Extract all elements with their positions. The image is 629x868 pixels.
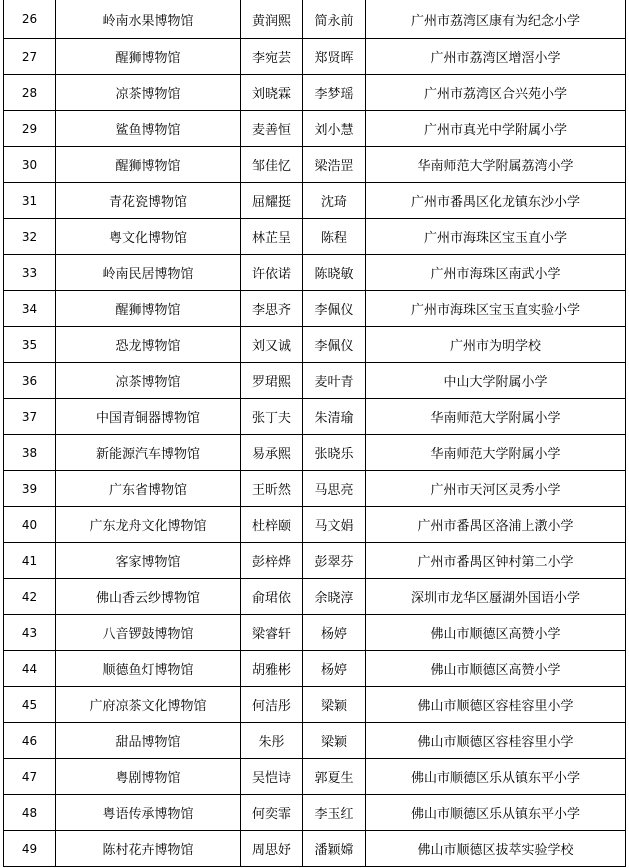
teacher-name: 杨婷 [303, 615, 366, 651]
museum-name: 甜品博物馆 [56, 723, 241, 759]
row-number: 33 [4, 255, 56, 291]
row-number: 28 [4, 75, 56, 111]
student-name: 麦善恒 [241, 111, 303, 147]
school-name: 广州市为明学校 [366, 327, 626, 363]
teacher-name: 杨婷 [303, 651, 366, 687]
row-number: 34 [4, 291, 56, 327]
row-number: 44 [4, 651, 56, 687]
school-name: 华南师范大学附属荔湾小学 [366, 147, 626, 183]
museum-name: 鲨鱼博物馆 [56, 111, 241, 147]
school-name: 华南师范大学附属小学 [366, 399, 626, 435]
award-table [3, 0, 626, 867]
school-name: 深圳市龙华区蜃湖外国语小学 [366, 579, 626, 615]
teacher-name: 郭夏生 [303, 759, 366, 795]
museum-name: 客家博物馆 [56, 543, 241, 579]
teacher-name: 陈程 [303, 219, 366, 255]
student-name: 李宛芸 [241, 39, 303, 75]
museum-name: 新能源汽车博物馆 [56, 435, 241, 471]
teacher-name: 陈晓敏 [303, 255, 366, 291]
row-number: 31 [4, 183, 56, 219]
museum-name: 中国青铜器博物馆 [56, 399, 241, 435]
teacher-name: 麦叶青 [303, 363, 366, 399]
teacher-name: 沈琦 [303, 183, 366, 219]
school-name: 佛山市顺德区拔萃实验学校 [366, 831, 626, 867]
student-name: 周思妤 [241, 831, 303, 867]
school-name: 广州市海珠区宝玉直实验小学 [366, 291, 626, 327]
museum-name: 广府凉茶文化博物馆 [56, 687, 241, 723]
row-number: 49 [4, 831, 56, 867]
teacher-name: 潘颖嫦 [303, 831, 366, 867]
row-number: 38 [4, 435, 56, 471]
school-name: 广州市荔湾区增滘小学 [366, 39, 626, 75]
teacher-name: 李梦瑶 [303, 75, 366, 111]
table-row [4, 615, 626, 651]
school-name: 华南师范大学附属小学 [366, 435, 626, 471]
teacher-name: 张晓乐 [303, 435, 366, 471]
teacher-name: 梁颖 [303, 687, 366, 723]
table-row [4, 543, 626, 579]
row-number: 37 [4, 399, 56, 435]
table-row [4, 507, 626, 543]
museum-name: 顺德鱼灯博物馆 [56, 651, 241, 687]
table-row [4, 183, 626, 219]
student-name: 李思齐 [241, 291, 303, 327]
row-number: 40 [4, 507, 56, 543]
table-row [4, 471, 626, 507]
teacher-name: 简永前 [303, 0, 366, 39]
student-name: 刘晓霖 [241, 75, 303, 111]
row-number: 30 [4, 147, 56, 183]
table-row [4, 39, 626, 75]
teacher-name: 刘小慧 [303, 111, 366, 147]
row-number: 46 [4, 723, 56, 759]
teacher-name: 李玉红 [303, 795, 366, 831]
table-row [4, 687, 626, 723]
school-name: 广州市番禺区化龙镇东沙小学 [366, 183, 626, 219]
museum-name: 粤语传承博物馆 [56, 795, 241, 831]
table-row [4, 75, 626, 111]
museum-name: 陈村花卉博物馆 [56, 831, 241, 867]
student-name: 朱彤 [241, 723, 303, 759]
museum-name: 凉茶博物馆 [56, 75, 241, 111]
museum-name: 粤剧博物馆 [56, 759, 241, 795]
museum-name: 醒狮博物馆 [56, 147, 241, 183]
student-name: 彭梓烨 [241, 543, 303, 579]
student-name: 邹佳忆 [241, 147, 303, 183]
teacher-name: 马文娟 [303, 507, 366, 543]
student-name: 胡雅彬 [241, 651, 303, 687]
student-name: 罗珺熙 [241, 363, 303, 399]
table-body [4, 0, 626, 867]
museum-name: 岭南水果博物馆 [56, 0, 241, 39]
teacher-name: 朱清瑜 [303, 399, 366, 435]
table-row [4, 0, 626, 39]
table-row [4, 759, 626, 795]
museum-name: 醒狮博物馆 [56, 39, 241, 75]
school-name: 佛山市顺德区容桂容里小学 [366, 723, 626, 759]
museum-name: 佛山香云纱博物馆 [56, 579, 241, 615]
student-name: 杜梓颐 [241, 507, 303, 543]
table-row [4, 327, 626, 363]
row-number: 29 [4, 111, 56, 147]
student-name: 梁睿轩 [241, 615, 303, 651]
student-name: 王昕然 [241, 471, 303, 507]
student-name: 何洁彤 [241, 687, 303, 723]
row-number: 39 [4, 471, 56, 507]
school-name: 广州市番禺区洛浦上漖小学 [366, 507, 626, 543]
student-name: 屈耀挺 [241, 183, 303, 219]
teacher-name: 梁浩罡 [303, 147, 366, 183]
table-row [4, 579, 626, 615]
school-name: 广州市天河区灵秀小学 [366, 471, 626, 507]
school-name: 广州市番禺区钟村第二小学 [366, 543, 626, 579]
row-number: 32 [4, 219, 56, 255]
row-number: 36 [4, 363, 56, 399]
school-name: 广州市荔湾区康有为纪念小学 [366, 0, 626, 39]
table-row [4, 291, 626, 327]
museum-name: 广东龙舟文化博物馆 [56, 507, 241, 543]
student-name: 许依诺 [241, 255, 303, 291]
school-name: 广州市海珠区南武小学 [366, 255, 626, 291]
school-name: 佛山市顺德区乐从镇东平小学 [366, 795, 626, 831]
student-name: 易承熙 [241, 435, 303, 471]
table-row [4, 111, 626, 147]
table-row [4, 363, 626, 399]
teacher-name: 郑贤晖 [303, 39, 366, 75]
student-name: 吴恺诗 [241, 759, 303, 795]
row-number: 48 [4, 795, 56, 831]
school-name: 佛山市顺德区容桂容里小学 [366, 687, 626, 723]
student-name: 张丁夫 [241, 399, 303, 435]
museum-name: 醒狮博物馆 [56, 291, 241, 327]
school-name: 佛山市顺德区乐从镇东平小学 [366, 759, 626, 795]
table-row [4, 147, 626, 183]
school-name: 广州市海珠区宝玉直小学 [366, 219, 626, 255]
table-row [4, 435, 626, 471]
table-row [4, 399, 626, 435]
teacher-name: 李佩仪 [303, 291, 366, 327]
student-name: 刘又诚 [241, 327, 303, 363]
table-row [4, 723, 626, 759]
table-row [4, 219, 626, 255]
table-row [4, 831, 626, 867]
museum-name: 八音锣鼓博物馆 [56, 615, 241, 651]
row-number: 45 [4, 687, 56, 723]
table-row [4, 255, 626, 291]
teacher-name: 彭翠芬 [303, 543, 366, 579]
teacher-name: 李佩仪 [303, 327, 366, 363]
museum-name: 青花瓷博物馆 [56, 183, 241, 219]
table-row [4, 651, 626, 687]
school-name: 广州市荔湾区合兴苑小学 [366, 75, 626, 111]
teacher-name: 梁颖 [303, 723, 366, 759]
school-name: 中山大学附属小学 [366, 363, 626, 399]
row-number: 41 [4, 543, 56, 579]
museum-name: 广东省博物馆 [56, 471, 241, 507]
school-name: 佛山市顺德区高赞小学 [366, 615, 626, 651]
student-name: 何奕霏 [241, 795, 303, 831]
museum-name: 粤文化博物馆 [56, 219, 241, 255]
museum-name: 恐龙博物馆 [56, 327, 241, 363]
teacher-name: 马思亮 [303, 471, 366, 507]
school-name: 广州市真光中学附属小学 [366, 111, 626, 147]
school-name: 佛山市顺德区高赞小学 [366, 651, 626, 687]
row-number: 42 [4, 579, 56, 615]
row-number: 47 [4, 759, 56, 795]
teacher-name: 余晓淳 [303, 579, 366, 615]
student-name: 黄润熙 [241, 0, 303, 39]
student-name: 俞珺依 [241, 579, 303, 615]
row-number: 27 [4, 39, 56, 75]
row-number: 43 [4, 615, 56, 651]
student-name: 林芷呈 [241, 219, 303, 255]
table-row [4, 795, 626, 831]
row-number: 35 [4, 327, 56, 363]
museum-name: 凉茶博物馆 [56, 363, 241, 399]
museum-name: 岭南民居博物馆 [56, 255, 241, 291]
row-number: 26 [4, 0, 56, 39]
